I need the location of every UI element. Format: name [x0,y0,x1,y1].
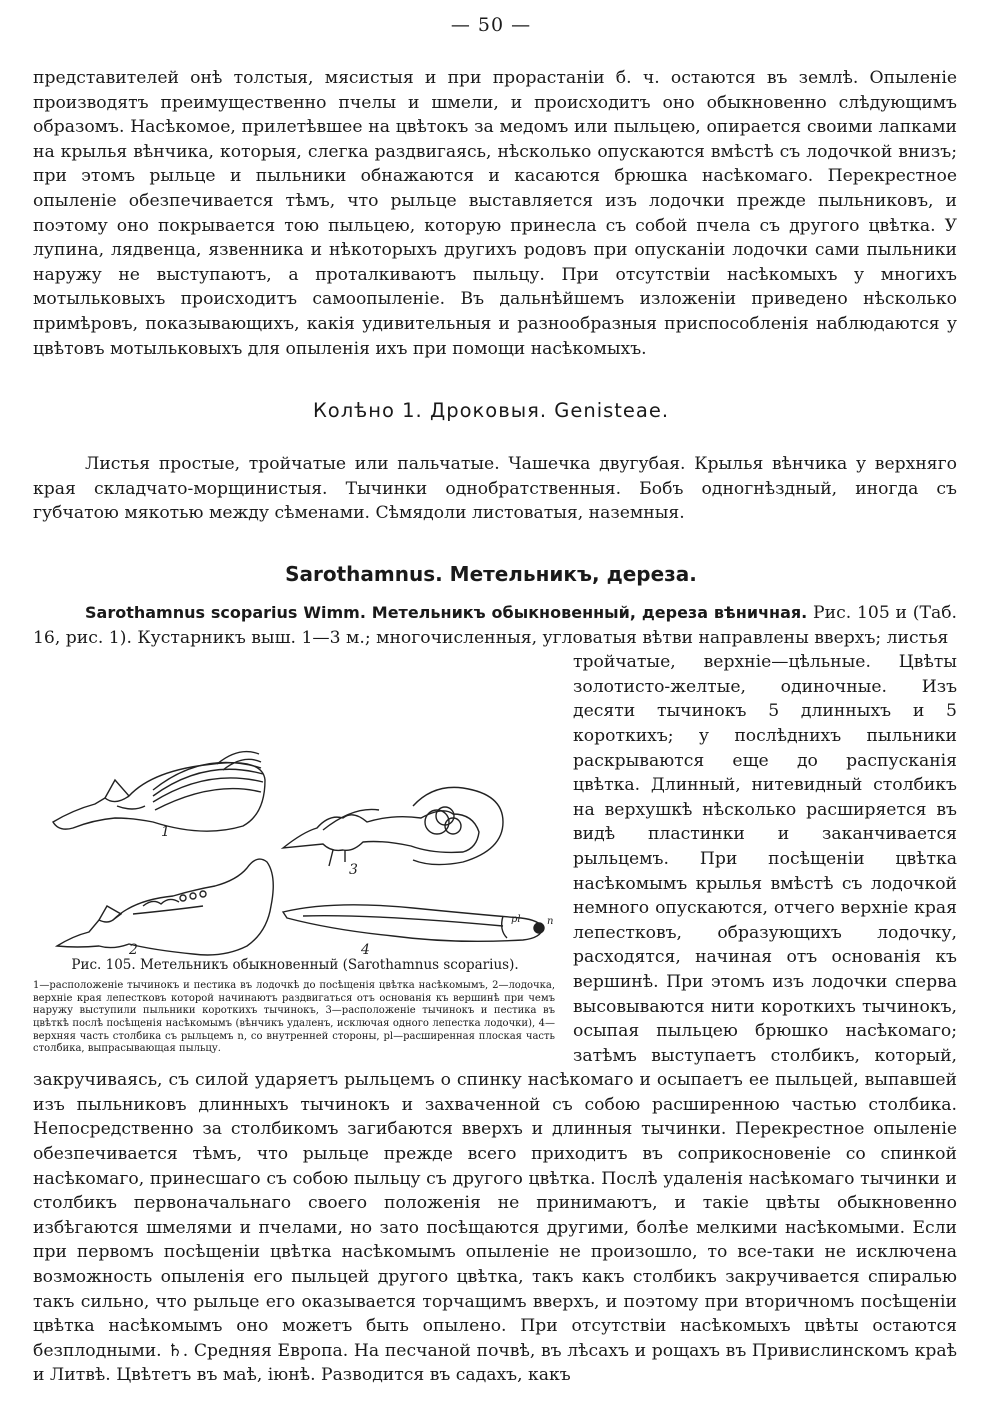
flower-illustration [33,710,561,956]
genus-heading: Sarothamnus. Метельникъ, дереза. [285,562,697,586]
tribe-description: Листья простые, тройчатые или пальчатые. Чашечка двугубая. Крылья вѣнчика у верхняго края складчато-морщинистыя. Тычинки однобратственныя. Бобъ одногнѣздный, иногда съ губчатою мякотью между сѣменами. Сѣмядоли листоватыя, наземныя. [33,454,957,524]
intro-section [33,66,957,361]
panel-label-4: 4 [361,942,370,957]
figure-caption: Рис. 105. Метельникъ обыкновенный (Sarothamnus scoparius). [71,957,519,974]
figure-panel-1 [53,752,265,832]
panel-label-3: 3 [349,862,358,879]
figure-panel-3 [283,788,503,867]
panel-label-1: 1 [161,824,170,841]
part-label-n: n [547,916,554,928]
figure-105 [33,650,561,1056]
species-body: тройчатые, верхніе—цѣльные. Цвѣты золотисто-желтые, одиночные. Изъ десяти тычинокъ 5 длинныхъ и 5 короткихъ; у послѣднихъ пыльники раскрываются еще до распусканія цвѣтка. Длинный, нитевидный столбикъ на верхушкѣ нѣсколько расширяется въ видѣ пластинки и заканчивается рыльцемъ. При посѣщеніи цвѣтка насѣкомымъ крылья вмѣстѣ съ лодочкой немного опускаются, отчего верхніе края лепестковъ, образующихъ лодочку, расходятся, начиная отъ основанія къ вершинѣ. При этомъ изъ лодочки сперва высовываются нити короткихъ тычинокъ, осыпая пыльцею брюшко насѣкомаго; затѣмъ выступаетъ столбикъ, который, закручиваясь, съ силой ударяетъ рыльцемъ о спинку насѣкомаго и осыпаетъ ее пыльцей, выпавшей изъ пыльниковъ длинныхъ тычинокъ и захваченной съ собою расширенною частью столбика. Непосредственно за столбикомъ загибаются вверхъ и длинныя тычинки. Перекрестное опыленіе обезпечивается тѣмъ, что рыльце прежде всего приходитъ въ соприкосновеніе со спинкой насѣкомаго, принесшаго съ собою пыльцу съ другого цвѣтка. Послѣ удаленія насѣкомаго тычинки и столбикъ первоначальнаго своего положенія не принимаютъ, и такіе цвѣты обыкновенно избѣгаются шмелями и пчелами, но зато посѣщаются другими, болѣе мелкими насѣкомыми. Если при первомъ посѣщеніи цвѣтка насѣкомымъ опыленіе не произошло, то все-таки не исключена возможность опыленія его пыльцей другого цвѣтка, такъ какъ столбикъ закручивается спиралью такъ сильно, что рыльце его оказывается торчащимъ вверхъ, и поэтому при вторичномъ посѣщеніи цвѣтка насѣкомымъ оно можетъ быть опылено. При отсутствіи насѣкомыхъ цвѣты остаются безплодными. ♄. Средняя Европа. На песчаной почвѣ, въ лѣсахъ и рощахъ въ Привислинскомъ краѣ и Литвѣ. Цвѣтетъ въ маѣ, іюнѣ. Разводится въ садахъ, какъ [33,652,957,1386]
species-lead-text: Рис. 105 и (Таб. 16, рис. 1). Кустарникъ выш. 1—3 м.; многочисленныя, угловатыя вѣтви направлены вверхъ; листья [33,603,958,648]
tribe-heading: Колѣно 1. Дроковыя. Genisteae. [312,399,670,422]
figure-panel-4 [283,905,544,942]
species-section [33,601,957,1388]
part-label-pl: pl [511,914,521,926]
panel-label-2: 2 [129,942,138,957]
species-lead [33,601,957,650]
species-name: Sarothamnus scoparius Wimm. Метельникъ обыкновенный, дереза вѣничная. [85,603,808,622]
tribe-section [33,452,957,526]
figure-legend: 1—расположеніе тычинокъ и пестика въ лодочкѣ до посѣщенія цвѣтка насѣкомымъ, 2—лодочка, верхніе края лепестковъ которой начинаютъ раздвигаться отъ основанія къ вершинѣ при чемъ наружу выступили пыльники короткихъ тычинокъ, 3—расположеніе тычинокъ и пестика въ цвѣткѣ послѣ посѣщенія насѣкомымъ (вѣнчикъ удаленъ, исключая одного лепестка лодочки), 4—верхняя часть столбика съ рыльцемъ n, со внутренней стороны, pl—расширенная плоская часть столбика, выпрасывающая пыльцу. [33,980,555,1055]
intro-paragraph: представителей онѣ толстыя, мясистыя и при прорастаніи б. ч. остаются въ землѣ. Опыленіе производятъ преимущественно пчелы и шмели, и происходитъ оно обыкновенно слѣдующимъ образомъ. Насѣкомое, прилетѣвшее на цвѣтокъ за медомъ или пыльцею, опирается своими лапками на крылья вѣнчика, которыя, слегка раздвигаясь, нѣсколько опускаются вмѣстѣ съ лодочкой внизъ; при этомъ рыльце и пыльники обнажаются и касаются брюшка насѣкомаго. Перекрестное опыленіе обезпечивается тѣмъ, что рыльце выставляется изъ лодочки прежде пыльниковъ, и поэтому оно покрывается тою пыльцею, которую принесла съ собой пчела съ другого цвѣтка. У лупина, лядвенца, язвенника и нѣкоторыхъ другихъ родовъ при опусканіи лодочки сами пыльники наружу не выступаютъ, а проталкиваютъ пыльцу. При отсутствіи насѣкомыхъ у многихъ мотыльковыхъ происходитъ самоопыленіе. Въ дальнѣйшемъ изложеніи приведено нѣсколько примѣровъ, показывающихъ, какія удивительныя и разнообразныя приспособленія наблюдаются у цвѣтовъ мотыльковыхъ для опыленія ихъ при помощи насѣкомыхъ. [33,68,957,359]
page-number: — 50 — [450,14,532,36]
figure-panel-2 [57,859,273,955]
